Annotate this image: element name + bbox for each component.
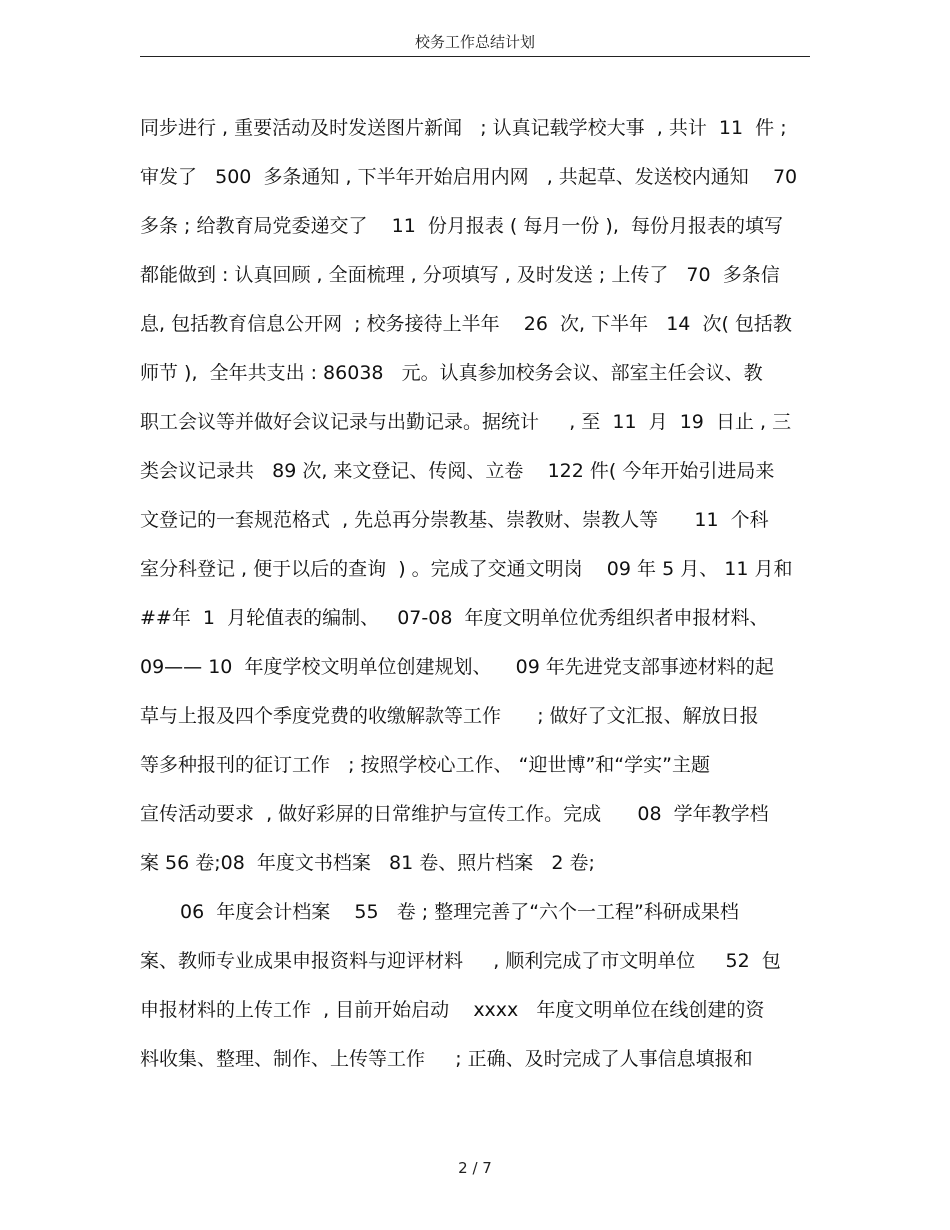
body-line: 申报材料的上传工作 , 目前开始启动 xxxx 年度文明单位在线创建的资 [140, 999, 765, 1021]
body-line: 都能做到 : 认真回顾 , 全面梳理 , 分项填写 , 及时发送 ; 上传了 70 多条信 [140, 264, 780, 286]
body-line: 息, 包括教育信息公开网 ; 校务接待上半年 26 次, 下半年 14 次( 包括教 [140, 313, 792, 335]
body-line: 职工会议等并做好会议记录与出勤记录。据统计 , 至 11 月 19 日止 , 三 [140, 411, 792, 433]
body-line: 同步进行 , 重要活动及时发送图片新闻 ; 认真记载学校大事 , 共计 11 件 ; [140, 117, 787, 139]
body-line: ##年 1 月轮值表的编制、 07-08 年度文明单位优秀组织者申报材料、 [140, 607, 769, 629]
body-line: 案 56 卷;08 年度文书档案 81 卷、照片档案 2 卷; [140, 852, 595, 874]
header-divider [140, 56, 810, 57]
body-line-indented: 06 年度会计档案 55 卷 ; 整理完善了“六个一工程”科研成果档 [180, 901, 739, 923]
body-line: 类会议记录共 89 次, 来文登记、传阅、立卷 122 件( 今年开始引进局来 [140, 460, 775, 482]
body-line: 师节 ), 全年共支出 : 86038 元。认真参加校务会议、部室主任会议、教 [140, 362, 763, 384]
body-line: 审发了 500 多条通知 , 下半年开始启用内网 , 共起草、发送校内通知 70 [140, 166, 798, 188]
body-line: 文登记的一套规范格式 , 先总再分崇教基、崇教财、崇教人等 11 个科 [140, 509, 769, 531]
body-line: 草与上报及四个季度党费的收缴解款等工作 ; 做好了文汇报、解放日报 [140, 705, 759, 727]
body-line: 料收集、整理、制作、上传等工作 ; 正确、及时完成了人事信息填报和 [140, 1048, 753, 1070]
page-number: 2 / 7 [458, 1159, 492, 1177]
body-line: 多条 ; 给教育局党委递交了 11 份月报表 ( 每月一份 ), 每份月报表的填写 [140, 215, 783, 237]
body-line: 09—— 10 年度学校文明单位创建规划、 09 年先进党支部事迹材料的起 [140, 656, 774, 678]
page-header-title: 校务工作总结计划 [414, 33, 535, 51]
body-line: 案、教师专业成果申报资料与迎评材料 , 顺利完成了市文明单位 52 包 [140, 950, 781, 972]
body-line: 等多种报刊的征订工作 ; 按照学校心工作、 “迎世博”和“学实”主题 [140, 754, 710, 776]
document-body [140, 108, 820, 1088]
body-line: 宣传活动要求 , 做好彩屏的日常维护与宣传工作。完成 08 学年教学档 [140, 803, 769, 825]
body-line: 室分科登记 , 便于以后的查询 ) 。完成了交通文明岗 09 年 5 月、 11 月和 [140, 558, 793, 580]
